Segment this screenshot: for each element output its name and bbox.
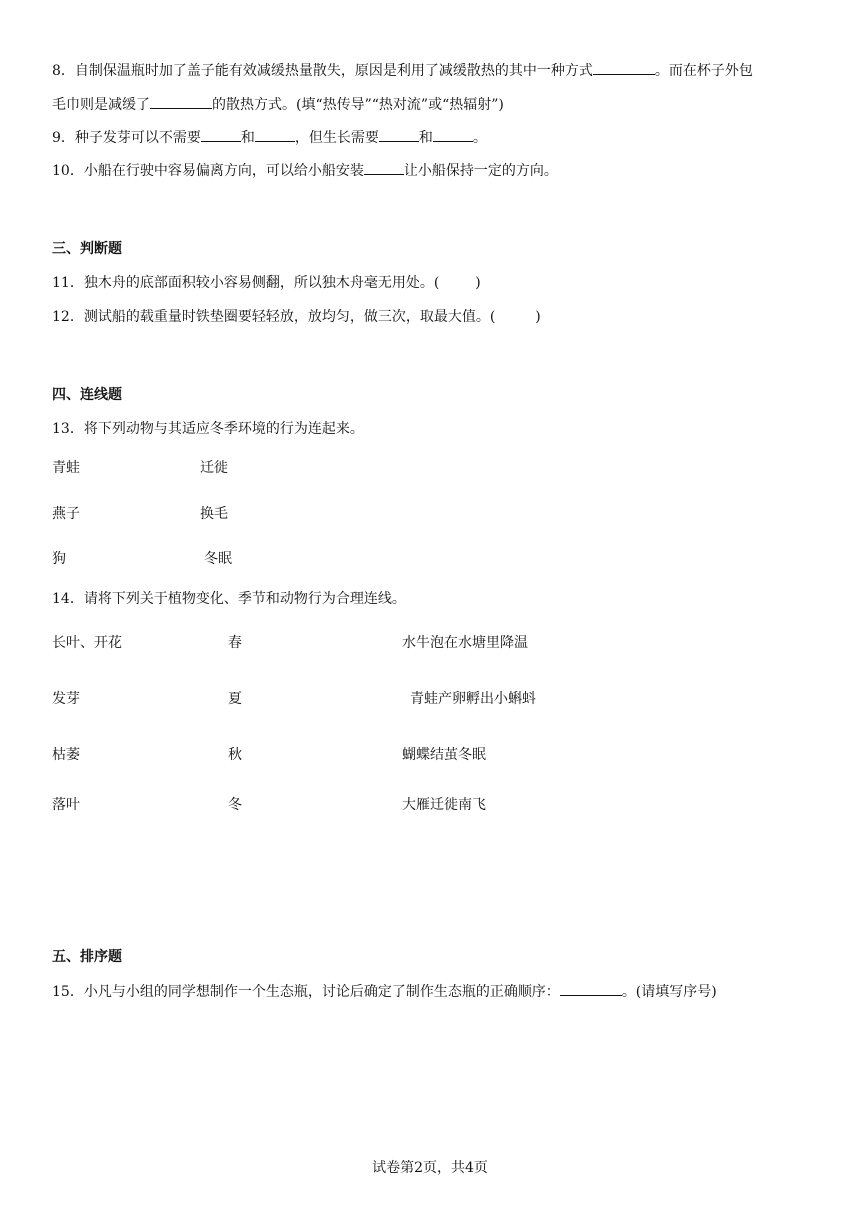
match-animal-behavior-item[interactable]: 水牛泡在水塘里降温 — [402, 635, 528, 651]
question-15 — [52, 981, 717, 1002]
match-season-item[interactable]: 秋 — [228, 747, 242, 763]
question-9-text-a: 9．种子发芽可以不需要 — [52, 130, 201, 146]
answer-blank[interactable] — [255, 127, 295, 142]
question-10 — [52, 160, 558, 181]
section-heading: 三、判断题 — [52, 241, 122, 257]
section-heading: 四、连线题 — [52, 387, 122, 403]
question-11-text: 11．独木舟的底部面积较小容易侧翻，所以独木舟毫无用处。( — [52, 275, 440, 291]
match-season-item[interactable]: 春 — [228, 635, 242, 651]
match-animal-item[interactable]: 燕子 — [52, 506, 80, 522]
question-10-text-a: 10．小船在行驶中容易偏离方向，可以给小船安装 — [52, 163, 364, 179]
question-12-text: 12．测试船的载重量时铁垫圈要轻轻放，放均匀，做三次，取最大值。( — [52, 309, 496, 325]
answer-blank[interactable] — [593, 60, 655, 75]
match-plant-item[interactable]: 发芽 — [52, 691, 80, 707]
match-plant-item[interactable]: 落叶 — [52, 797, 80, 813]
question-8-text-b: 。而在杯子外包 — [654, 63, 753, 79]
question-9-text-e: 。 — [472, 130, 487, 146]
match-behavior-item[interactable]: 冬眠 — [204, 551, 232, 567]
answer-blank[interactable] — [364, 160, 404, 175]
question-15-text-a: 15．小凡与小组的同学想制作一个生态瓶，讨论后确定了制作生态瓶的正确顺序： — [52, 984, 560, 1000]
question-8-text-d: 的散热方式。(填“热传导”“热对流”或“热辐射”) — [212, 97, 504, 113]
question-11-close: ) — [475, 275, 481, 291]
question-10-text-b: 让小船保持一定的方向。 — [403, 163, 558, 179]
question-9-text-d: 和 — [418, 130, 433, 146]
question-15-text-b: 。(请填写序号) — [621, 984, 717, 1000]
answer-blank[interactable] — [150, 94, 212, 109]
match-animal-behavior-item[interactable]: 青蛙产卵孵出小蝌蚪 — [410, 691, 536, 707]
section-heading: 五、排序题 — [52, 949, 122, 965]
answer-blank[interactable] — [433, 127, 473, 142]
question-8-line-2 — [52, 94, 504, 115]
question-8-text-a: 8．自制保温瓶时加了盖子能有效减缓热量散失，原因是利用了减缓散热的其中一种方式 — [52, 63, 593, 79]
question-9 — [52, 127, 487, 148]
question-9-text-c: ，但生长需要 — [294, 130, 379, 146]
question-14-prompt: 14．请将下列关于植物变化、季节和动物行为合理连线。 — [52, 591, 406, 607]
question-12-close: ) — [535, 309, 541, 325]
match-plant-item[interactable]: 长叶、开花 — [52, 635, 122, 651]
match-animal-behavior-item[interactable]: 大雁迁徙南飞 — [402, 797, 486, 813]
match-behavior-item[interactable]: 换毛 — [200, 506, 228, 522]
question-8-text-c: 毛巾则是减缓了 — [52, 97, 150, 113]
match-animal-behavior-item[interactable]: 蝴蝶结茧冬眠 — [402, 747, 486, 763]
match-season-item[interactable]: 冬 — [228, 797, 242, 813]
question-12 — [52, 307, 541, 327]
answer-blank[interactable] — [201, 127, 241, 142]
match-season-item[interactable]: 夏 — [228, 691, 242, 707]
question-9-text-b: 和 — [240, 130, 255, 146]
match-plant-item[interactable]: 枯萎 — [52, 747, 80, 763]
question-11 — [52, 273, 481, 293]
question-13-prompt: 13．将下列动物与其适应冬季环境的行为连起来。 — [52, 421, 364, 437]
question-8-line-1 — [52, 60, 753, 81]
page-footer: 试卷第2页，共4页 — [372, 1160, 488, 1176]
match-animal-item[interactable]: 青蛙 — [52, 460, 80, 476]
match-behavior-item[interactable]: 迁徙 — [200, 460, 228, 476]
match-animal-item[interactable]: 狗 — [52, 551, 66, 567]
answer-blank[interactable] — [560, 981, 622, 996]
answer-blank[interactable] — [379, 127, 419, 142]
